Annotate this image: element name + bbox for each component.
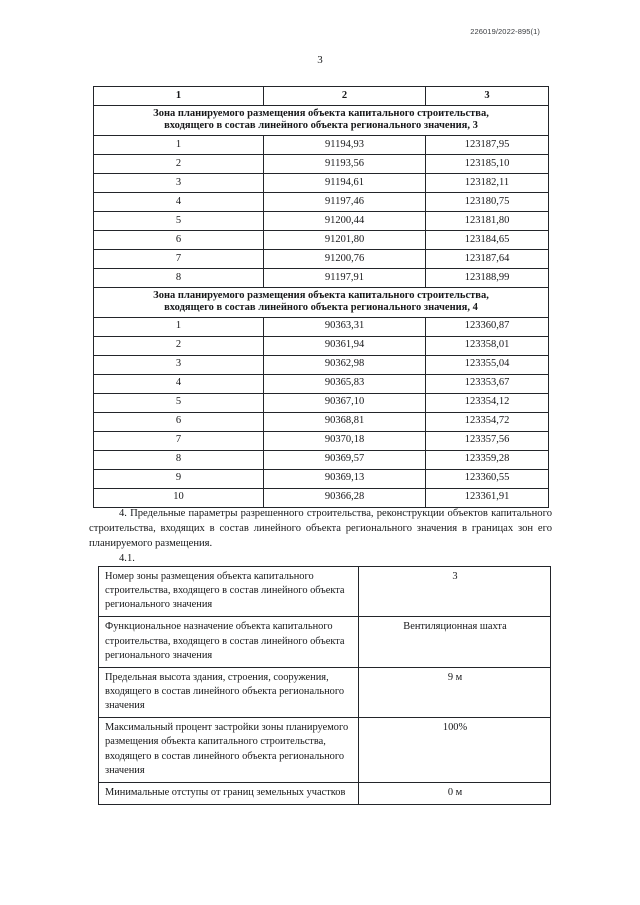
- section-heading-line-1: Зона планируемого размещения объекта капитального строительства,: [153, 289, 489, 301]
- coordinate-x: 91200,44: [264, 211, 426, 230]
- coordinate-y: 123185,10: [426, 154, 549, 173]
- point-index: 7: [94, 249, 264, 268]
- point-index: 8: [94, 268, 264, 287]
- column-number-2: 2: [264, 87, 426, 106]
- table-row: [94, 374, 549, 393]
- coordinate-x: 91200,76: [264, 249, 426, 268]
- section-heading-line-2: входящего в состав линейного объекта регионального значения, 3: [164, 120, 478, 132]
- document-stamp: 226019/2022-895(1): [470, 27, 540, 36]
- parameters-table-container: [98, 566, 550, 805]
- table-row: [94, 431, 549, 450]
- section-heading-line-1: Зона планируемого размещения объекта капитального строительства,: [153, 108, 489, 119]
- table-row: [94, 393, 549, 412]
- point-index: 4: [94, 374, 264, 393]
- clause-4-1-label: 4.1.: [119, 553, 135, 565]
- body-text-block: [89, 506, 552, 566]
- coordinate-x: 91194,93: [264, 135, 426, 154]
- table-row: [94, 249, 549, 268]
- clause-4-paragraph: 4. Предельные параметры разрешенного строительства, реконструкции объектов капитального строительства, входящих в состав линейного объекта регионального значения в границах зон его планируемого размещения.: [89, 508, 552, 550]
- parameters-table: [98, 566, 551, 805]
- point-index: 7: [94, 431, 264, 450]
- coordinate-x: 90366,28: [264, 488, 426, 507]
- parameter-label: Максимальный процент застройки зоны планируемого размещения объекта капитального строительства, входящего в состав линейного объекта регионального значения: [99, 718, 359, 783]
- table-row: [94, 268, 549, 287]
- point-index: 3: [94, 173, 264, 192]
- point-index: 1: [94, 135, 264, 154]
- parameter-value: 100%: [359, 718, 551, 783]
- point-index: 8: [94, 450, 264, 469]
- table-row: [99, 567, 551, 617]
- table-row: [99, 782, 551, 804]
- point-index: 2: [94, 154, 264, 173]
- parameter-label: Номер зоны размещения объекта капитального строительства, входящего в состав линейного объекта регионального значения: [99, 567, 359, 617]
- coordinate-x: 90369,57: [264, 450, 426, 469]
- coordinate-y: 123182,11: [426, 173, 549, 192]
- coordinate-y: 123360,87: [426, 317, 549, 336]
- parameter-value: Вентиляционная шахта: [359, 617, 551, 667]
- parameter-label: Предельная высота здания, строения, сооружения, входящего в состав линейного объекта регионального значения: [99, 667, 359, 717]
- coordinate-y: 123355,04: [426, 355, 549, 374]
- parameter-label: Функциональное назначение объекта капитального строительства, входящего в состав линейного объекта регионального значения: [99, 617, 359, 667]
- table-row: [99, 718, 551, 783]
- parameter-value: 0 м: [359, 782, 551, 804]
- table-row: [99, 617, 551, 667]
- coordinates-table-container: [93, 86, 548, 508]
- point-index: 5: [94, 393, 264, 412]
- column-number-1: 1: [94, 87, 264, 106]
- section-heading-line-2: входящего в состав линейного объекта регионального значения, 4: [164, 302, 478, 314]
- parameter-value: 3: [359, 567, 551, 617]
- coordinate-y: 123354,72: [426, 412, 549, 431]
- coordinate-x: 91197,46: [264, 192, 426, 211]
- coordinate-y: 123361,91: [426, 488, 549, 507]
- point-index: 6: [94, 412, 264, 431]
- table-row: [94, 173, 549, 192]
- point-index: 6: [94, 230, 264, 249]
- table-row: [94, 211, 549, 230]
- coordinate-x: 90362,98: [264, 355, 426, 374]
- point-index: 10: [94, 488, 264, 507]
- table-header-row: [94, 87, 549, 106]
- coordinates-table: [93, 86, 549, 508]
- table-row: [94, 336, 549, 355]
- table-row: [94, 355, 549, 374]
- coordinate-y: 123187,64: [426, 249, 549, 268]
- section-heading-zone-4: [94, 287, 549, 317]
- coordinate-x: 90370,18: [264, 431, 426, 450]
- coordinate-y: 123359,28: [426, 450, 549, 469]
- table-row: [94, 230, 549, 249]
- coordinate-y: 123188,99: [426, 268, 549, 287]
- section-heading-row: [94, 106, 549, 136]
- table-row: [99, 667, 551, 717]
- coordinate-y: 123180,75: [426, 192, 549, 211]
- section-heading-row: [94, 287, 549, 317]
- table-row: [94, 450, 549, 469]
- coordinate-x: 91197,91: [264, 268, 426, 287]
- coordinate-x: 91201,80: [264, 230, 426, 249]
- coordinate-y: 123358,01: [426, 336, 549, 355]
- coordinate-y: 123354,12: [426, 393, 549, 412]
- point-index: 3: [94, 355, 264, 374]
- coordinate-x: 91193,56: [264, 154, 426, 173]
- coordinate-x: 90369,13: [264, 469, 426, 488]
- coordinate-y: 123187,95: [426, 135, 549, 154]
- coordinate-x: 90367,10: [264, 393, 426, 412]
- table-row: [94, 317, 549, 336]
- page-number: 3: [317, 54, 323, 66]
- table-row: [94, 469, 549, 488]
- coordinate-y: 123360,55: [426, 469, 549, 488]
- point-index: 9: [94, 469, 264, 488]
- coordinate-x: 90361,94: [264, 336, 426, 355]
- coordinate-x: 90365,83: [264, 374, 426, 393]
- table-row: [94, 412, 549, 431]
- coordinate-x: 90363,31: [264, 317, 426, 336]
- coordinate-y: 123181,80: [426, 211, 549, 230]
- coordinate-x: 91194,61: [264, 173, 426, 192]
- parameter-value: 9 м: [359, 667, 551, 717]
- table-row: [94, 488, 549, 507]
- parameter-label: Минимальные отступы от границ земельных участков: [99, 782, 359, 804]
- coordinate-y: 123357,56: [426, 431, 549, 450]
- coordinate-x: 90368,81: [264, 412, 426, 431]
- point-index: 2: [94, 336, 264, 355]
- section-heading-zone-3: [94, 106, 549, 136]
- coordinate-y: 123353,67: [426, 374, 549, 393]
- point-index: 1: [94, 317, 264, 336]
- coordinate-y: 123184,65: [426, 230, 549, 249]
- table-row: [94, 192, 549, 211]
- column-number-3: 3: [426, 87, 549, 106]
- point-index: 5: [94, 211, 264, 230]
- table-row: [94, 135, 549, 154]
- table-row: [94, 154, 549, 173]
- point-index: 4: [94, 192, 264, 211]
